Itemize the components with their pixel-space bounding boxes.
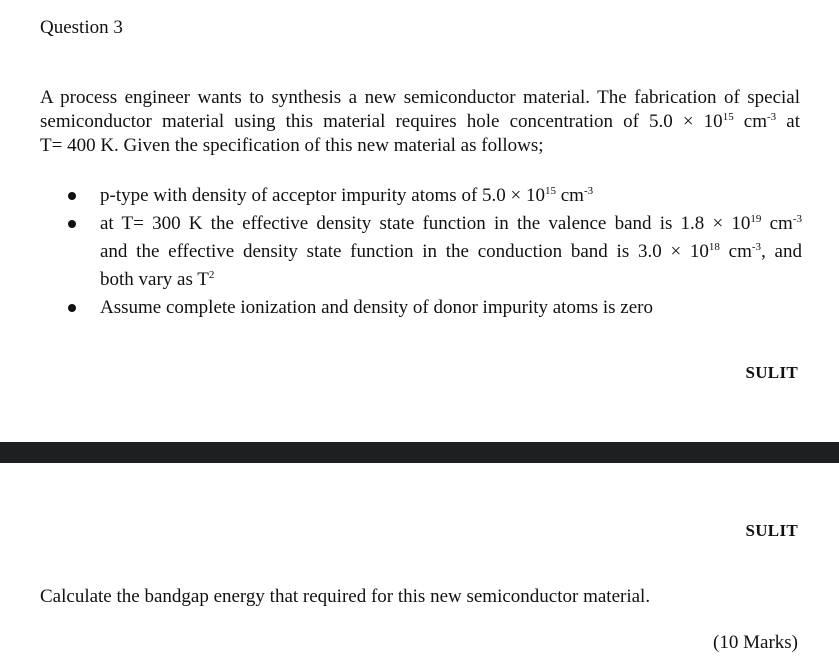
intro-line-2-tail: at (776, 111, 801, 132)
list-item (62, 182, 802, 210)
bullet-icon (68, 304, 76, 312)
sulit-label: SULIT (745, 363, 798, 382)
unit-text: cm (733, 111, 768, 132)
exponent: -3 (751, 241, 762, 253)
exponent: -3 (792, 213, 802, 225)
specification-list (62, 182, 802, 322)
task-instruction: Calculate the bandgap energy that required for this new semiconductor material. (40, 586, 651, 607)
exponent: -3 (583, 185, 594, 197)
unit-text: cm (719, 241, 752, 262)
sulit-label: SULIT (745, 521, 798, 540)
exponent: 18 (708, 241, 720, 253)
exponent: 2 (208, 269, 215, 281)
bullet-2-line-3: both vary as T (100, 269, 209, 290)
question-intro (40, 86, 800, 158)
list-item-text (100, 182, 802, 210)
list-item-text (100, 210, 802, 294)
intro-line-1: A process engineer wants to synthesis a new semiconductor material. The fabrication of special (40, 87, 800, 108)
exponent: 15 (722, 111, 734, 123)
intro-line-3: T= 400 K. Given the specification of this new material as follows; (40, 135, 544, 156)
page-divider (0, 442, 839, 463)
intro-line-2-text: semiconductor material using this material requires hole concentration of 5.0 × 10 (40, 111, 723, 132)
intro-line-2 (40, 110, 800, 134)
bullet-3-text: Assume complete ionization and density of donor impurity atoms is zero (100, 297, 654, 318)
bullet-1-text: p-type with density of acceptor impurity atoms of 5.0 × 10 (100, 185, 545, 206)
exponent: -3 (767, 111, 777, 123)
marks-label: (10 Marks) (713, 632, 798, 653)
unit-text: cm (556, 185, 584, 206)
bullet-icon (68, 220, 76, 228)
question-heading: Question 3 (40, 17, 123, 38)
exponent: 19 (750, 213, 762, 225)
unit-text: cm (761, 213, 793, 234)
bullet-icon (68, 192, 76, 200)
list-item (62, 294, 802, 322)
list-item-text (100, 294, 802, 322)
bullet-2-line-2-tail: , and (761, 241, 802, 262)
list-item (62, 210, 802, 294)
exponent: 15 (545, 185, 556, 197)
bullet-2-line-2: and the effective density state function in the conduction band is 3.0 × 10 (100, 241, 709, 262)
bullet-2-line-1: at T= 300 K the effective density state function in the valence band is 1.8 × 10 (100, 213, 751, 234)
